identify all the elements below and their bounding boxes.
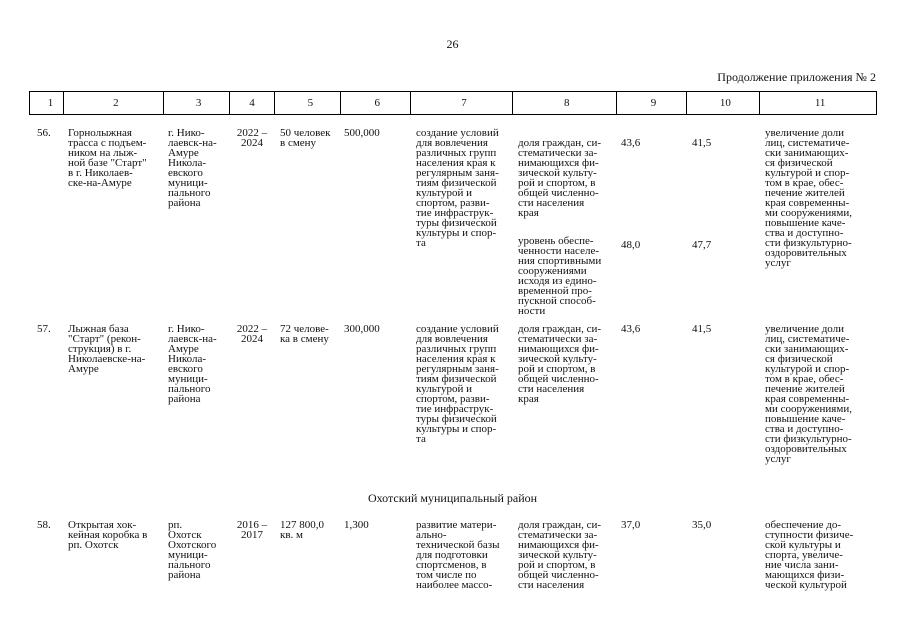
years: 2016 – 2017 (236, 519, 268, 541)
row-number: 58. (37, 519, 51, 531)
location: рп. Охотск Охотского муници- пального района (168, 519, 217, 581)
indicator-1: доля граждан, си- стематически за- нимающихся фи- зической культу- рой и спортом, в общей численно- сти населения края (518, 323, 602, 405)
goal: создание условий для вовлечения различных групп населения края к регулярным заня- тиям физической культурой и спортом, разви- тие инфраструк- туры физической культуры и спор- та (416, 127, 499, 249)
capacity: 72 челове- ка в смену (280, 323, 329, 345)
value-9a: 43,6 (621, 137, 641, 149)
table-row (29, 520, 877, 590)
expected-result: увеличение доли лиц, систематиче- ски занимающих- ся физической культурой и спор- том в крае, обес- печение жителей края современны- ми сооружениями, повышение каче- ства и доступно- сти физкультурно- оздоровительных услуг (765, 323, 852, 465)
indicators (513, 128, 617, 326)
expected-result: обеспечение до- ступности физиче- ской культуры и спорта, увеличе- ние числа зани- мающихся физи- ческой культурой (765, 519, 854, 591)
value-9a: 43,6 (621, 323, 641, 335)
goal: развитие матери- ально- технической базы для подготовки спортсменов, в том числе по наиболее массо- (416, 519, 500, 591)
table-row (29, 324, 877, 464)
indicator-2: уровень обеспе- ченности населе- ния спортивными сооружениями исходя из едино- временной про- пускной способ- ности (518, 235, 602, 317)
cost: 300,000 (344, 323, 380, 335)
years: 2022 – 2024 (236, 323, 268, 345)
header-cell: 8 (513, 92, 617, 114)
appendix-subtitle: Продолжение приложения № 2 (717, 70, 876, 84)
table-row (29, 128, 877, 326)
indicator-1: доля граждан, си- стематически за- нимающихся фи- зической культу- рой и спортом, в общей численно- сти населения края (518, 137, 602, 219)
header-cell: 4 (230, 92, 276, 114)
page-number: 26 (446, 37, 459, 51)
table-header-row (29, 91, 877, 115)
value-9a: 37,0 (621, 519, 641, 531)
header-cell: 3 (164, 92, 230, 114)
section-title: Охотский муниципальный район (367, 491, 538, 505)
row-number: 56. (37, 127, 51, 139)
value-col-9 (617, 128, 688, 326)
object-name: Лыжная база "Старт" (рекон- струкция) в г. Николаевске-на- Амуре (68, 323, 146, 375)
value-10a: 35,0 (692, 519, 712, 531)
capacity: 50 человек в смену (280, 127, 331, 149)
header-cell: 9 (617, 92, 688, 114)
header-cell: 2 (64, 92, 164, 114)
header-cell: 10 (687, 92, 760, 114)
row-number: 57. (37, 323, 51, 335)
indicator-1: доля граждан, си- стематически за- нимающихся фи- зической культу- рой и спортом, в общей численно- сти населения (518, 519, 602, 591)
cost: 1,300 (344, 519, 369, 531)
goal: создание условий для вовлечения различных групп населения края к регулярным заня- тиям физической культурой и спортом, разви- тие инфраструк- туры физической культуры и спор- та (416, 323, 499, 445)
object-name: Открытая хок- кейная коробка в рп. Охотск (68, 519, 148, 551)
expected-result: увеличение доли лиц, систематиче- ски занимающих- ся физической культурой и спор- том в крае, обес- печение жителей края современны- ми сооружениями, повышение каче- ства и доступно- сти физкультурно- оздоровительных услуг (765, 127, 852, 269)
header-cell: 1 (30, 92, 64, 114)
value-col-10 (688, 128, 761, 326)
capacity: 127 800,0 кв. м (280, 519, 324, 541)
location: г. Нико- лаевск-на- Амуре Никола- евского муници- пального района (168, 323, 217, 405)
header-cell: 7 (411, 92, 513, 114)
cost: 500,000 (344, 127, 380, 139)
location: г. Нико- лаевск-на- Амуре Никола- евского муници- пального района (168, 127, 217, 209)
value-10a: 41,5 (692, 323, 712, 335)
years: 2022 – 2024 (236, 127, 268, 149)
header-cell: 11 (814, 97, 826, 109)
header-cell: 5 (275, 92, 341, 114)
object-name: Горнолыжная трасса с подъем- ником на лыж- ной базе "Старт" в г. Николаев- ске-на-Амуре (68, 127, 147, 189)
header-cell: 6 (341, 92, 411, 114)
value-10b: 47,7 (692, 239, 712, 251)
value-10a: 41,5 (692, 137, 712, 149)
value-9b: 48,0 (621, 239, 641, 251)
